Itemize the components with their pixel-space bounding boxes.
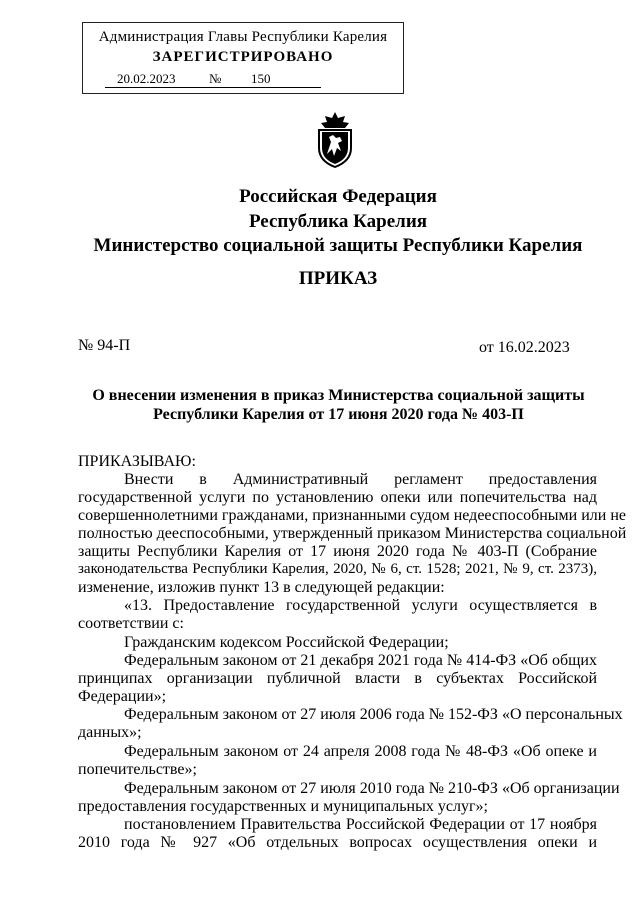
body-line: 2010 года № 927 «Об отдельных вопросах осуществления опеки и <box>78 834 597 851</box>
header-ministry: Министерство социальной защиты Республики Карелия <box>93 235 583 256</box>
body-line: изменение, изложив пункт 13 в следующей редакции: <box>78 579 445 596</box>
karelia-coat-of-arms-icon <box>312 110 358 168</box>
body-line: соответствии с: <box>78 615 184 632</box>
body-line: Внести в Административный регламент предоставления <box>124 471 597 488</box>
stamp-registration-line <box>105 71 321 88</box>
body-line: государственной услуги по установлению опеки или попечительства над <box>78 489 597 506</box>
body-line: Федеральным законом от 24 апреля 2008 года № 48-ФЗ «Об опеке и <box>124 743 597 760</box>
stamp-number: 150 <box>233 71 321 88</box>
body-line: ПРИКАЗЫВАЮ: <box>78 453 196 470</box>
body-line: «13. Предоставление государственной услуги осуществляется в <box>124 597 597 614</box>
document-type: ПРИКАЗ <box>298 268 378 289</box>
body-line: совершеннолетними гражданами, признанными судом недееспособными или не <box>78 507 626 524</box>
body-line: Гражданским кодексом Российской Федерации; <box>124 634 449 651</box>
registration-stamp <box>82 22 404 94</box>
body-line: предоставления государственных и муниципальных услуг»; <box>78 798 488 815</box>
body-line: постановлением Правительства Российской Федерации от 17 ноября <box>124 816 597 833</box>
body-line: защиты Республики Карелия от 17 июня 2020 года № 403-П (Собрание <box>78 543 597 560</box>
header-republic: Республика Карелия <box>248 211 428 232</box>
body-line: Федеральным законом от 21 декабря 2021 года № 414-ФЗ «Об общих <box>124 652 597 669</box>
stamp-registered: ЗАРЕГИСТРИРОВАНО <box>152 49 334 65</box>
order-date: от 16.02.2023 <box>479 339 570 356</box>
header-country: Российская Федерация <box>239 186 437 207</box>
stamp-date: 20.02.2023 <box>105 71 195 88</box>
stamp-num-label: № <box>195 71 233 88</box>
order-number: № 94-П <box>78 337 131 354</box>
body-line: законодательства Республики Карелия, 2020, № 6, ст. 1528; 2021, № 9, ст. 2373), <box>78 561 597 577</box>
body-line: данных»; <box>78 724 142 741</box>
body-line: Федеральным законом от 27 июля 2006 года № 152-ФЗ «О персональных <box>124 706 623 723</box>
stamp-organization: Администрация Главы Республики Карелия <box>98 29 388 45</box>
body-line: полностью дееспособными, утвержденный приказом Министерства социальной <box>78 525 627 542</box>
body-line: Федерации»; <box>78 688 167 705</box>
body-line: Федеральным законом от 27 июля 2010 года № 210-ФЗ «Об организации <box>124 780 620 797</box>
body-line: принципах организации публичной власти в субъектах Российской <box>78 670 597 687</box>
title-line-2: Республики Карелия от 17 июня 2020 года № 403-П <box>153 406 524 423</box>
title-line-1: О внесении изменения в приказ Министерства социальной защиты <box>92 387 585 404</box>
document-title <box>80 386 597 424</box>
body-line: попечительстве»; <box>78 761 197 778</box>
